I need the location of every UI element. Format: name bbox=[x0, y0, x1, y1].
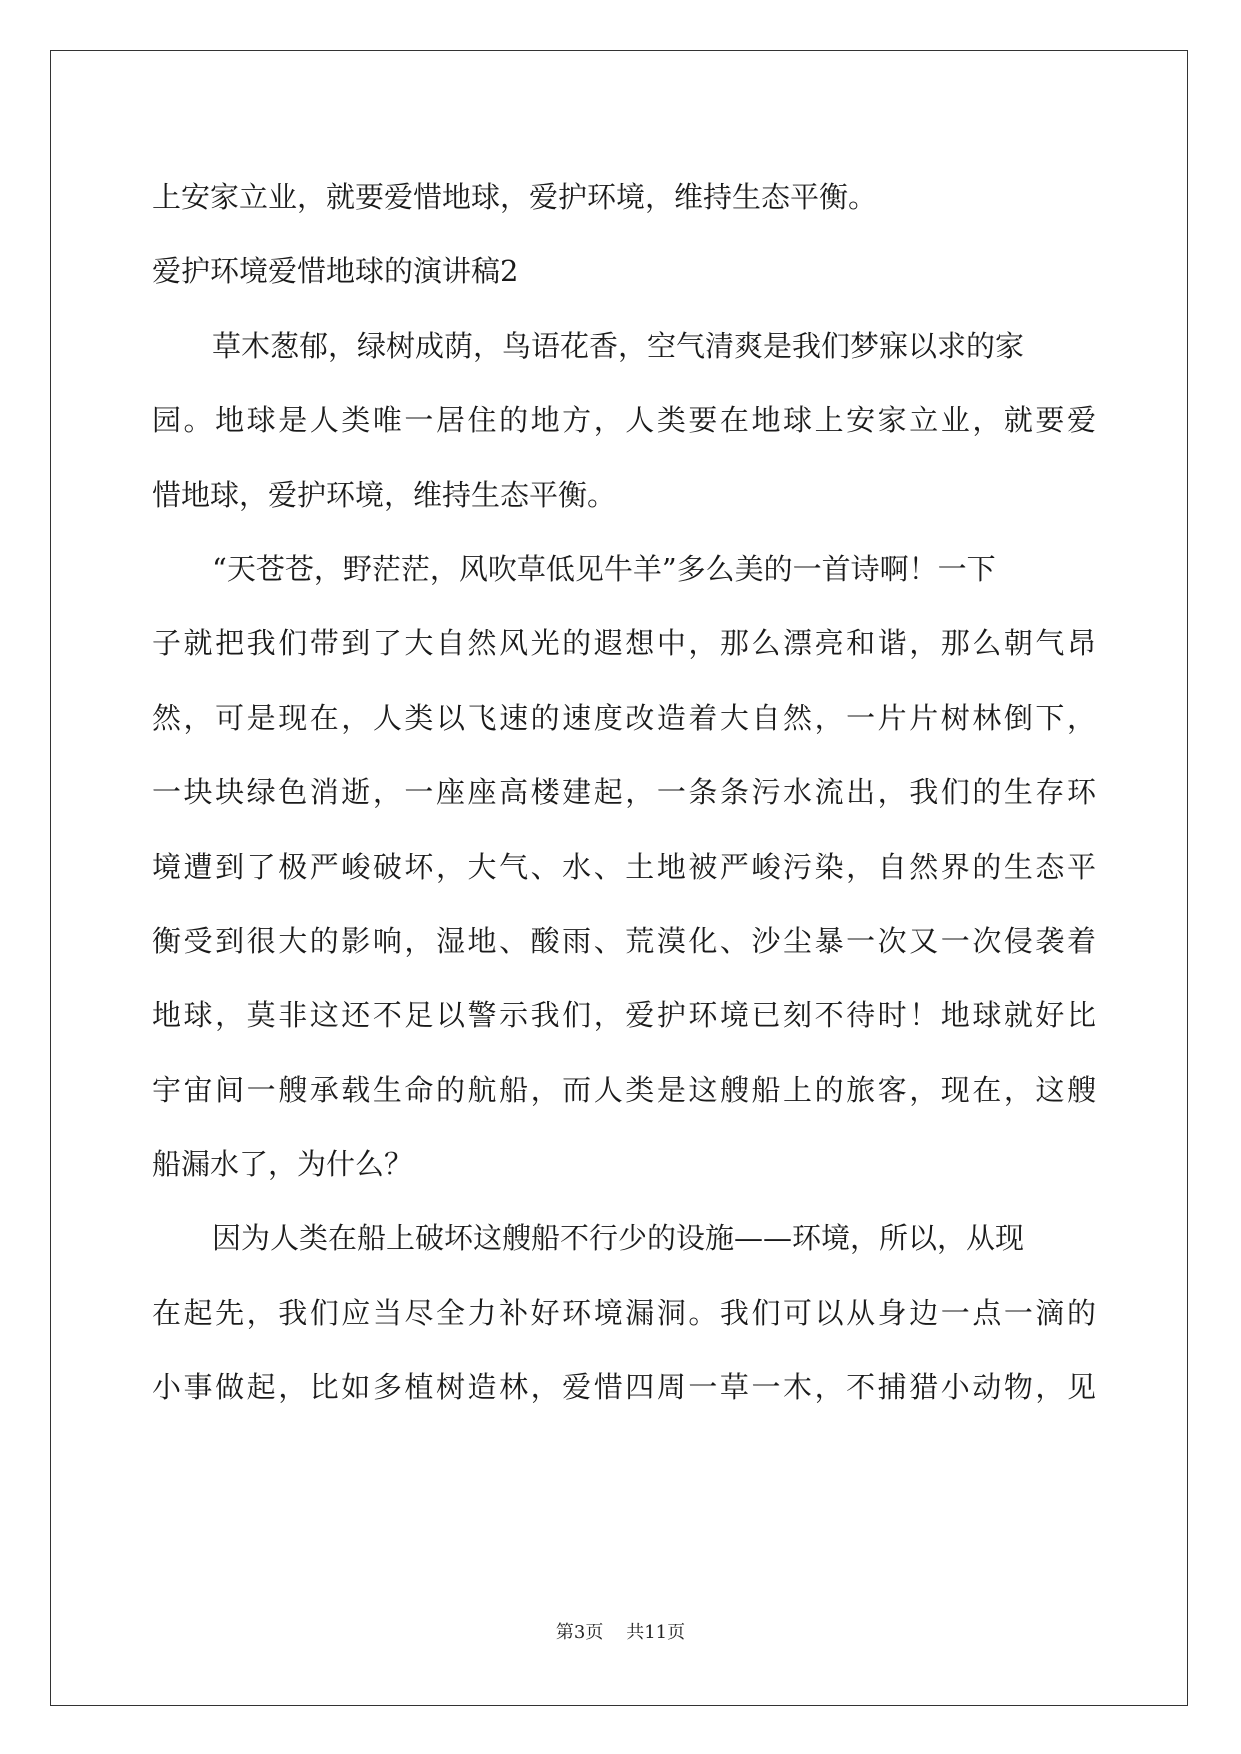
paragraph-line: 因为人类在船上破坏这艘船不行少的设施——环境，所以，从现 bbox=[212, 1221, 1025, 1256]
paragraph-line: 境遭到了极严峻破坏，大气、水、土地被严峻污染，自然界的生态平 bbox=[152, 849, 1096, 884]
total-pages: 共11页 bbox=[626, 1622, 686, 1643]
page-number: 第3页 bbox=[555, 1622, 604, 1643]
paragraph-line: 一块块绿色消逝，一座座高楼建起，一条条污水流出，我们的生存环 bbox=[152, 775, 1096, 810]
paragraph-line: 衡受到很大的影响，湿地、酸雨、荒漠化、沙尘暴一次又一次侵袭着 bbox=[152, 923, 1096, 958]
document-body bbox=[152, 160, 1096, 1425]
paragraph-line: 在起先，我们应当尽全力补好环境漏洞。我们可以从身边一点一滴的 bbox=[152, 1295, 1096, 1330]
paragraph-line: 草木葱郁，绿树成荫，鸟语花香，空气清爽是我们梦寐以求的家 bbox=[212, 328, 1025, 363]
paragraph-line: 然，可是现在，人类以飞速的速度改造着大自然，一片片树林倒下， bbox=[152, 700, 1096, 735]
paragraph-line: 子就把我们带到了大自然风光的遐想中，那么漂亮和谐，那么朝气昂 bbox=[152, 626, 1096, 661]
paragraph-line: 宇宙间一艘承载生命的航船，而人类是这艘船上的旅客，现在，这艘 bbox=[152, 1072, 1096, 1107]
paragraph-line: 上安家立业，就要爱惜地球，爱护环境，维持生态平衡。 bbox=[152, 180, 878, 214]
paragraph-line: 惜地球，爱护环境，维持生态平衡。 bbox=[152, 477, 617, 512]
paragraph-line: 船漏水了，为什么？ bbox=[152, 1147, 414, 1182]
paragraph-line: 园。地球是人类唯一居住的地方，人类要在地球上安家立业，就要爱 bbox=[152, 403, 1096, 438]
page-footer bbox=[0, 1618, 1241, 1644]
paragraph-line: 小事做起，比如多植树造林，爱惜四周一草一木，不捕猎小动物，见 bbox=[152, 1370, 1096, 1405]
section-heading: 爱护环境爱惜地球的演讲稿2 bbox=[152, 254, 519, 289]
paragraph-line: “天苍苍，野茫茫，风吹草低见牛羊”多么美的一首诗啊！一下 bbox=[212, 551, 996, 586]
paragraph-line: 地球，莫非这还不足以警示我们，爱护环境已刻不待时！地球就好比 bbox=[152, 998, 1096, 1033]
